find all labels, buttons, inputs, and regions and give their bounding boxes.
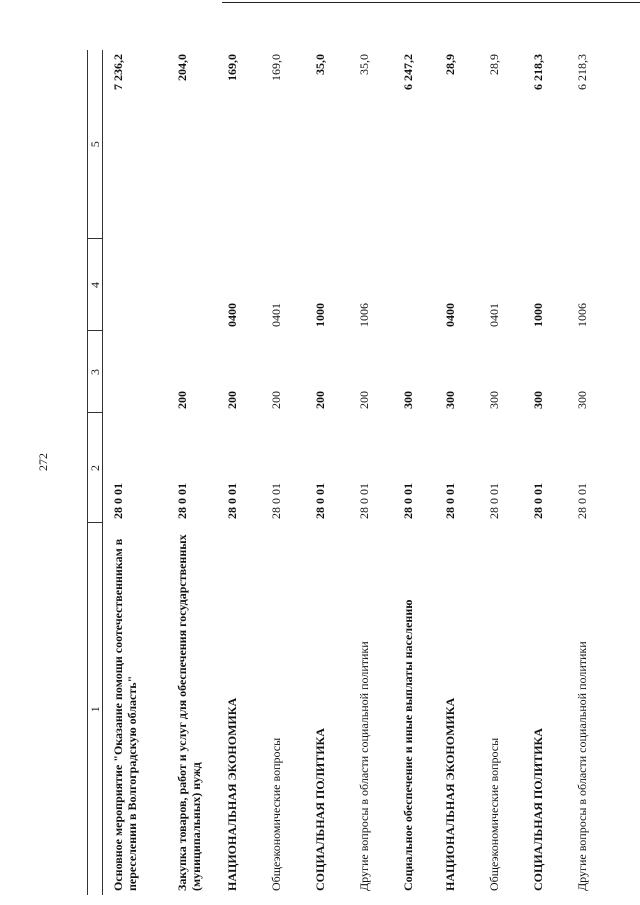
row-name: Социальное обеспечение и иные выплаты населению <box>400 599 415 891</box>
row-target-code: 28 0 01 <box>312 483 327 519</box>
row-section-code <box>103 239 167 331</box>
row-target-code: 28 0 01 <box>574 483 589 519</box>
row-amount: 204,0 <box>174 54 189 81</box>
rotated-page-content <box>87 50 607 895</box>
row-target-code: 28 0 01 <box>356 483 371 519</box>
row-expense-type: 200 <box>312 391 327 409</box>
row-target-code: 28 0 01 <box>400 483 415 519</box>
row-target-code: 28 0 01 <box>486 483 501 519</box>
column-number-4: 4 <box>88 239 103 331</box>
table-row <box>103 50 167 895</box>
row-name: Общеэкономические вопросы <box>268 737 283 891</box>
row-amount: 7 236,2 <box>111 54 125 90</box>
column-number-1: 1 <box>88 523 103 895</box>
row-section-code: 0400 <box>224 303 239 327</box>
row-section-code <box>167 239 217 331</box>
row-amount: 169,0 <box>224 54 239 81</box>
row-target-code: 28 0 01 <box>268 483 283 519</box>
row-name: Другие вопросы в области социальной политики <box>574 641 589 891</box>
row-section-code: 1006 <box>574 303 589 327</box>
row-amount: 6 247,2 <box>400 54 415 90</box>
row-name: Общеэкономические вопросы <box>486 737 501 891</box>
column-number-3: 3 <box>88 331 103 413</box>
table-row <box>261 50 305 895</box>
row-amount: 6 218,3 <box>574 54 589 90</box>
budget-table <box>87 50 611 895</box>
row-target-code: 28 0 01 <box>224 483 239 519</box>
row-name: Основное мероприятие "Оказание помощи соотечественникам в переселении в Волгоградскую область" <box>111 538 139 891</box>
row-section-code <box>393 239 435 331</box>
row-target-code: 28 0 01 <box>174 483 189 519</box>
row-name: СОЦИАЛЬНАЯ ПОЛИТИКА <box>530 728 545 891</box>
row-section-code: 1000 <box>312 303 327 327</box>
row-target-code: 28 0 01 <box>530 483 545 519</box>
row-target-code: 28 0 01 <box>442 483 457 519</box>
row-section-code: 0401 <box>486 303 501 327</box>
row-name: НАЦИОНАЛЬНАЯ ЭКОНОМИКА <box>442 697 457 891</box>
top-rule <box>222 2 640 3</box>
row-expense-type: 300 <box>574 391 589 409</box>
row-target-code: 28 0 01 <box>111 483 125 519</box>
row-section-code: 1000 <box>530 303 545 327</box>
column-number-row <box>88 50 103 895</box>
row-expense-type <box>103 331 167 413</box>
row-section-code: 0401 <box>268 303 283 327</box>
row-expense-type: 300 <box>442 391 457 409</box>
row-section-code: 0400 <box>442 303 457 327</box>
row-expense-type: 300 <box>486 391 501 409</box>
row-expense-type: 200 <box>174 391 189 409</box>
row-expense-type: 200 <box>356 391 371 409</box>
page-number: 272 <box>36 453 50 471</box>
table-row <box>567 50 611 895</box>
table-row <box>523 50 567 895</box>
row-amount: 35,0 <box>312 54 327 75</box>
table-row <box>479 50 523 895</box>
row-section-code: 1006 <box>356 303 371 327</box>
row-amount: 6 218,3 <box>530 54 545 90</box>
row-expense-type: 300 <box>530 391 545 409</box>
column-number-2: 2 <box>88 413 103 523</box>
row-amount: 35,0 <box>356 54 371 75</box>
row-expense-type: 200 <box>224 391 239 409</box>
table-row <box>167 50 217 895</box>
row-expense-type: 300 <box>400 391 415 409</box>
row-expense-type: 200 <box>268 391 283 409</box>
budget-table-body <box>88 50 611 895</box>
row-name: НАЦИОНАЛЬНАЯ ЭКОНОМИКА <box>224 697 239 891</box>
table-row <box>217 50 261 895</box>
row-amount: 28,9 <box>442 54 457 75</box>
table-row <box>305 50 349 895</box>
row-name: СОЦИАЛЬНАЯ ПОЛИТИКА <box>312 728 327 891</box>
row-name: Другие вопросы в области социальной политики <box>356 641 371 891</box>
table-row <box>435 50 479 895</box>
row-name: Закупка товаров, работ и услуг для обеспечения государственных (муниципальных) нужд <box>174 534 203 891</box>
table-row <box>393 50 435 895</box>
row-amount: 28,9 <box>486 54 501 75</box>
row-amount: 169,0 <box>268 54 283 81</box>
column-number-5: 5 <box>88 50 103 239</box>
table-row <box>349 50 393 895</box>
